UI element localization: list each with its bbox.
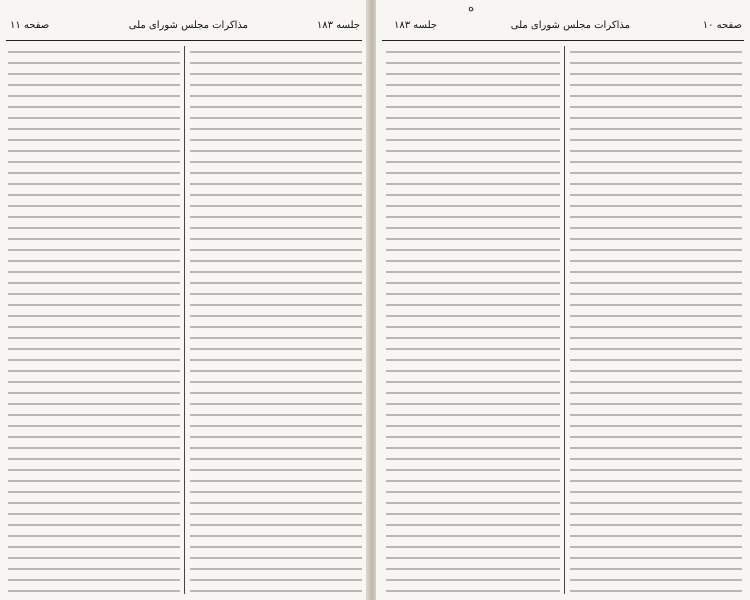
left-page bbox=[0, 0, 368, 600]
left-page-column-1 bbox=[8, 46, 180, 594]
left-header-session: جلسه ۱۸۳ bbox=[316, 20, 360, 31]
ink-mark: ه bbox=[468, 0, 475, 14]
right-page-column-2 bbox=[570, 46, 742, 594]
left-page-column-2 bbox=[190, 46, 362, 594]
left-header-title: مذاکرات مجلس شورای ملی bbox=[128, 20, 248, 31]
right-page bbox=[376, 0, 750, 600]
right-header-session: جلسه ۱۸۳ bbox=[394, 20, 438, 31]
right-page-header bbox=[376, 20, 750, 38]
left-column-divider bbox=[184, 46, 185, 594]
right-column-divider bbox=[564, 46, 565, 594]
right-header-title: مذاکرات مجلس شورای ملی bbox=[510, 20, 630, 31]
left-page-header bbox=[0, 20, 368, 38]
left-header-rule bbox=[6, 40, 362, 41]
left-header-page: صفحه ۱۱ bbox=[10, 20, 50, 31]
right-page-column-1 bbox=[386, 46, 560, 594]
right-header-page: صفحه ۱۰ bbox=[702, 20, 742, 31]
right-header-rule bbox=[382, 40, 744, 41]
